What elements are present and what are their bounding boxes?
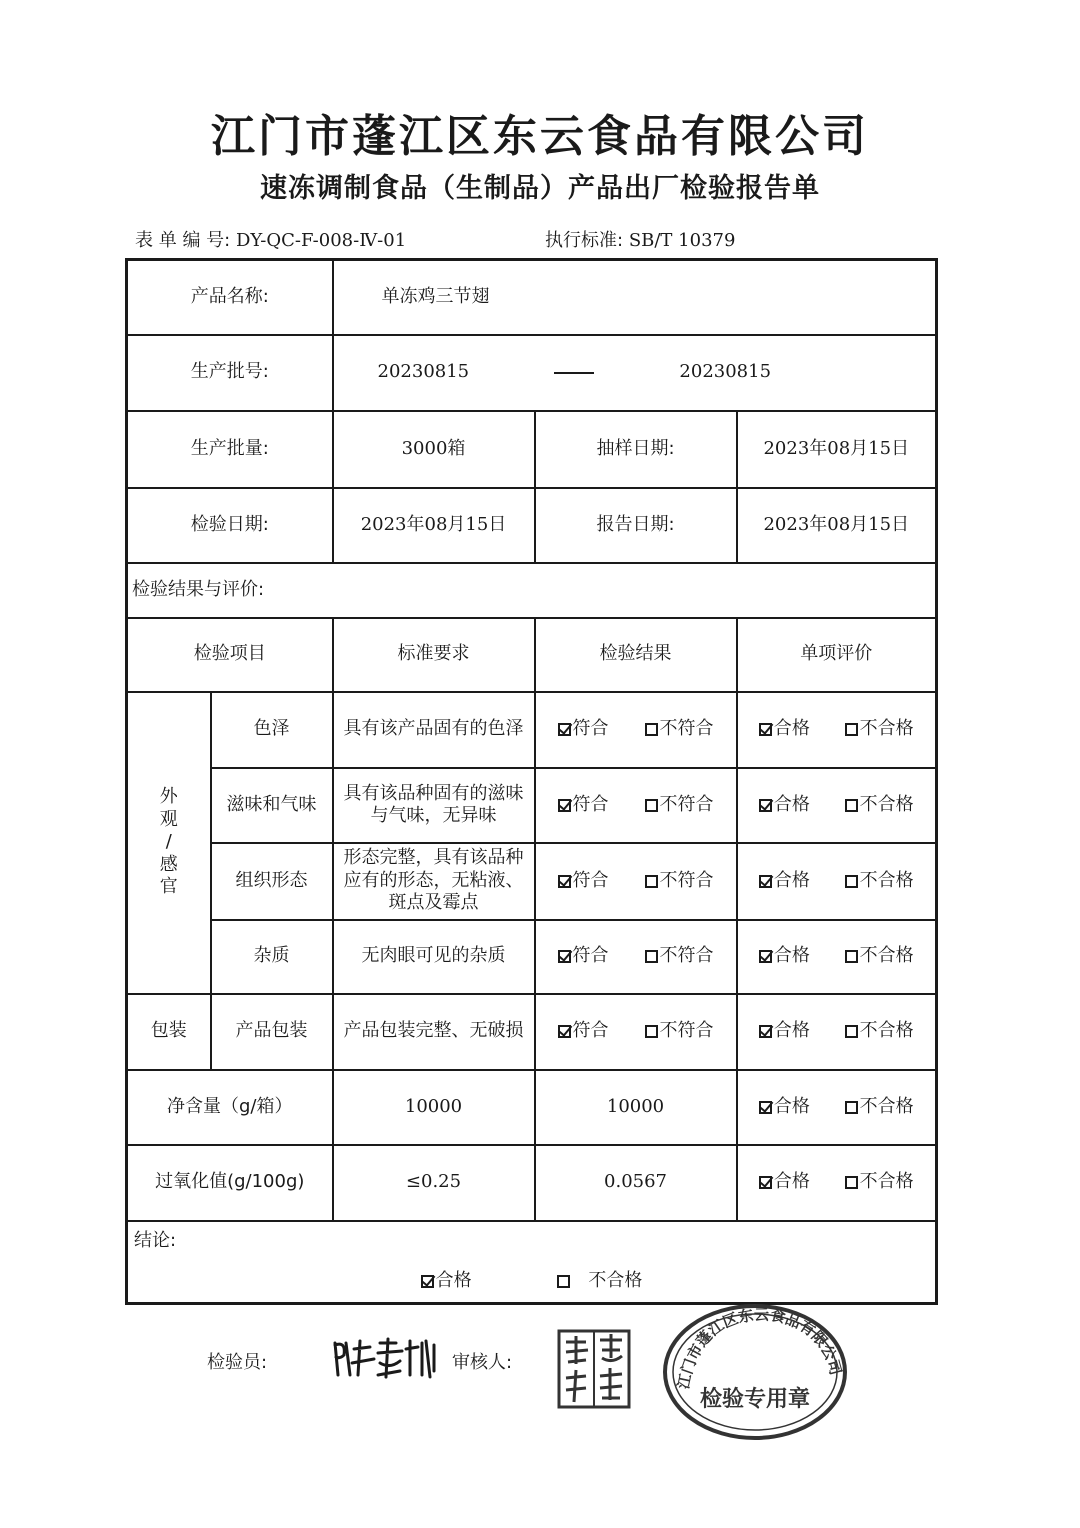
report-table [125,258,938,1305]
col-evaluation-header: 单项评价 [737,618,937,692]
stamp-text: 江门市蓬江区东云食品有限公司 [674,1305,845,1391]
checkbox-checked-icon[interactable] [759,1176,772,1189]
form-number-label: 表 单 编 号: [135,230,231,251]
execution-standard [545,226,735,252]
col-requirement-header: 标准要求 [333,618,535,692]
item-name: 色泽 [211,692,333,768]
product-name-label: 产品名称: [127,260,333,335]
item-result: 符合 不符合 [535,692,737,768]
item-evaluation: 合格 不合格 [737,1070,937,1145]
checkbox-checked-icon[interactable] [558,1025,571,1038]
inspector-signature-image [330,1335,440,1381]
item-name: 产品包装 [211,994,333,1070]
item-evaluation: 合格 不合格 [737,1145,937,1221]
product-name-value: 单冻鸡三节翅 [333,260,937,335]
peroxide-requirement: ≤0.25 [333,1145,535,1221]
checkbox-checked-icon[interactable] [759,799,772,812]
checkbox-checked-icon[interactable] [558,950,571,963]
conclusion-label: 结论: [134,1229,177,1251]
item-name: 组织形态 [211,843,333,920]
checkbox-empty-icon[interactable] [645,1025,658,1038]
conclusion-cell [127,1221,937,1304]
batch-number-label: 生产批号: [127,335,333,411]
item-evaluation: 合格 不合格 [737,692,937,768]
net-content-requirement: 10000 [333,1070,535,1145]
inspection-date-value: 2023年08月15日 [333,488,535,563]
checkbox-empty-icon[interactable] [645,799,658,812]
conclusion-row [127,1221,937,1304]
dates-row [127,488,937,563]
peroxide-label: 过氧化值(g/100g) [127,1145,333,1221]
checkbox-empty-icon[interactable] [645,875,658,888]
checkbox-empty-icon[interactable] [845,1025,858,1038]
product-row [127,260,937,335]
item-evaluation: 合格 不合格 [737,920,937,994]
results-header: 检验结果与评价: [127,563,937,618]
item-requirement: 具有该产品固有的色泽 [333,692,535,768]
batch-number-from: 20230815 [377,361,470,383]
quantity-row [127,411,937,488]
report-date-value: 2023年08月15日 [737,488,937,563]
checkbox-checked-icon[interactable] [558,723,571,736]
batch-number-value [333,335,937,411]
dash-separator [554,372,594,374]
report-title: 速冻调制食品（生制品）产品出厂检验报告单 [260,173,820,204]
checkbox-checked-icon[interactable] [421,1275,434,1288]
checkbox-empty-icon[interactable] [845,723,858,736]
checkbox-checked-icon[interactable] [759,950,772,963]
item-requirement: 形态完整，具有该品种应有的形态，无粘液、斑点及霉点 [333,843,535,920]
checkbox-empty-icon[interactable] [845,950,858,963]
item-evaluation: 合格 不合格 [737,994,937,1070]
item-evaluation: 合格 不合格 [737,843,937,920]
item-name: 滋味和气味 [211,768,333,843]
table-row [127,843,937,920]
stamp-center-text: 检验专用章 [699,1387,811,1412]
inspector-label: 检验员: [207,1352,268,1373]
item-evaluation: 合格 不合格 [737,768,937,843]
batch-number-to: 20230815 [679,361,772,383]
checkbox-checked-icon[interactable] [558,875,571,888]
table-row [127,692,937,768]
conclusion-pass: 合格 [435,1270,472,1291]
item-requirement: 产品包装完整、无破损 [333,994,535,1070]
form-number-value: DY-QC-F-008-Ⅳ-01 [235,230,407,251]
conclusion-fail: 不合格 [588,1270,643,1291]
net-content-result: 10000 [535,1070,737,1145]
checkbox-checked-icon[interactable] [759,1025,772,1038]
form-number [135,226,406,252]
checkbox-checked-icon[interactable] [759,723,772,736]
sample-date-value: 2023年08月15日 [737,411,937,488]
inspection-date-label: 检验日期: [127,488,333,563]
results-header-row [127,563,937,618]
quantity-label: 生产批量: [127,411,333,488]
col-result-header: 检验结果 [535,618,737,692]
peroxide-result: 0.0567 [535,1145,737,1221]
inspection-stamp-icon [660,1302,850,1442]
checkbox-checked-icon[interactable] [759,1101,772,1114]
checkbox-checked-icon[interactable] [558,799,571,812]
column-header-row [127,618,937,692]
net-content-label: 净含量（g/箱） [127,1070,333,1145]
table-row [127,994,937,1070]
packaging-group-label: 包装 [127,994,211,1070]
checkbox-empty-icon[interactable] [845,1176,858,1189]
item-result: 符合 不符合 [535,843,737,920]
report-date-label: 报告日期: [535,488,737,563]
table-row [127,1070,937,1145]
batch-number-row [127,335,937,411]
item-name: 杂质 [211,920,333,994]
checkbox-empty-icon[interactable] [645,723,658,736]
item-result: 符合 不符合 [535,920,737,994]
item-result: 符合 不符合 [535,768,737,843]
company-name: 江门市蓬江区东云食品有限公司 [211,111,869,162]
item-requirement: 具有该品种固有的滋味与气味，无异味 [333,768,535,843]
sample-date-label: 抽样日期: [535,411,737,488]
item-requirement: 无肉眼可见的杂质 [333,920,535,994]
checkbox-empty-icon[interactable] [645,950,658,963]
quantity-value: 3000箱 [333,411,535,488]
reviewer-seal-icon [556,1328,632,1410]
checkbox-empty-icon[interactable] [845,875,858,888]
table-row [127,768,937,843]
execution-standard-label: 执行标准: [545,230,624,251]
checkbox-empty-icon[interactable] [845,1101,858,1114]
conclusion-options [134,1270,929,1294]
table-row [127,1145,937,1221]
sensory-group-label: 外 观 / 感 官 [127,692,211,994]
checkbox-empty-icon[interactable] [845,799,858,812]
execution-standard-value: SB/T 10379 [628,230,736,251]
item-result: 符合 不符合 [535,994,737,1070]
checkbox-empty-icon[interactable] [557,1275,570,1288]
col-item-header: 检验项目 [127,618,333,692]
table-row [127,920,937,994]
checkbox-checked-icon[interactable] [759,875,772,888]
reviewer-label: 审核人: [452,1352,513,1373]
